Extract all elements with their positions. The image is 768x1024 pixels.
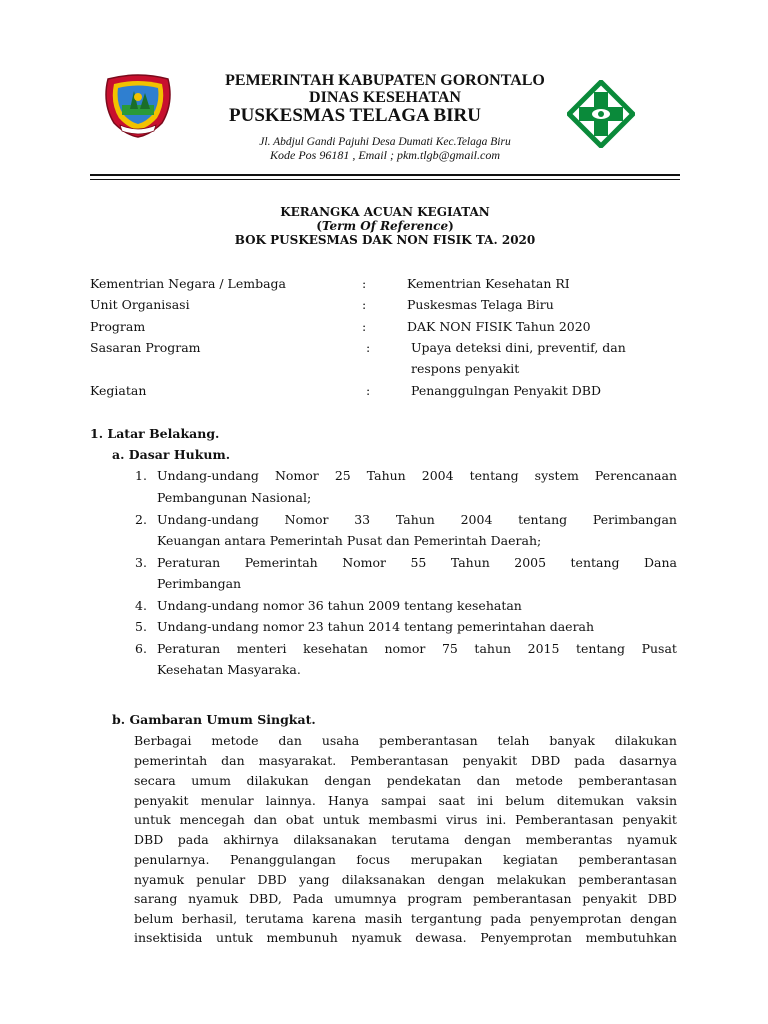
list-item: Undang-undang Nomor 33 Tahun 2004 tentang Perimbangan [157, 512, 677, 527]
paragraph-line: untuk mencegah dan obat untuk membasmi virus ini. Pemberantasan penyakit [134, 812, 677, 827]
paragraph-line: insektisida untuk membunuh nyamuk dewasa. Penyemprotan membutuhkan [134, 930, 677, 945]
letterhead-puskesmas: PUSKESMAS TELAGA BIRU [229, 105, 481, 126]
list-item-continued: Keuangan antara Pemerintah Pusat dan Pemerintah Daerah; [157, 533, 542, 548]
list-item: Peraturan Pemerintah Nomor 55 Tahun 2005 tentang Dana [157, 555, 677, 570]
letterhead-address: Jl. Abdjul Gandi Pajuhi Desa Dumati Kec.Telaga Biru [259, 136, 511, 148]
list-number: 1. [135, 468, 147, 483]
paragraph-line: secara umum dilakukan dengan pendekatan dan metode pemberantasan [134, 773, 677, 788]
puskesmas-logo-icon [567, 80, 635, 148]
paragraph-line: nyamuk penular DBD yang dilaksanakan dengan melakukan pemberantasan [134, 872, 677, 887]
info-value: Puskesmas Telaga Biru [407, 297, 554, 312]
list-number: 6. [135, 641, 147, 656]
letterhead-department: DINAS KESEHATAN [309, 89, 461, 106]
info-value: Kementrian Kesehatan RI [407, 276, 570, 291]
info-colon: : [362, 297, 367, 312]
letterhead-rule-thick [90, 174, 680, 176]
list-item: Peraturan menteri kesehatan nomor 75 tahun 2015 tentang Pusat [157, 641, 677, 656]
list-item: Undang-undang nomor 36 tahun 2009 tentang kesehatan [157, 598, 522, 613]
letterhead-government: PEMERINTAH KABUPATEN GORONTALO [225, 72, 545, 89]
list-number: 2. [135, 512, 147, 527]
info-value-continued: respons penyakit [411, 361, 520, 376]
info-label: Program [90, 319, 146, 334]
list-number: 3. [135, 555, 147, 570]
letterhead-rule-thin [90, 179, 680, 180]
info-value: Penanggulngan Penyakit DBD [411, 383, 601, 398]
list-item-continued: Kesehatan Masyaraka. [157, 662, 301, 677]
kabupaten-emblem-icon [100, 73, 176, 139]
subsection-heading: b. Gambaran Umum Singkat. [112, 712, 316, 727]
paragraph-line: DBD pada akhirnya dilaksanakan terutama dengan memberantas nyamuk [134, 832, 677, 847]
info-colon: : [366, 340, 371, 355]
info-colon: : [362, 276, 367, 291]
paragraph-line: penyakit menular lainnya. Hanya sampai saat ini belum ditemukan vaksin [134, 793, 677, 808]
letterhead-contact: Kode Pos 96181 , Email ; pkm.tlgb@gmail.com [269, 148, 500, 162]
list-item-continued: Pembangunan Nasional; [157, 490, 312, 505]
info-label: Kementrian Negara / Lembaga [90, 276, 287, 291]
paragraph-line: penularnya. Penanggulangan focus merupakan kegiatan pemberantasan [134, 852, 677, 867]
paragraph-line: pemerintah dan masyarakat. Pemberantasan penyakit DBD pada dasarnya [134, 753, 677, 768]
paragraph-line: sarang nyamuk DBD, Pada umumnya program pemberantasan penyakit DBD [134, 891, 677, 906]
list-item: Undang-undang Nomor 25 Tahun 2004 tentang system Perencanaan [157, 468, 677, 483]
paragraph-line: belum berhasil, terutama karena masih tergantung pada penyemprotan dengan [134, 911, 677, 926]
list-number: 4. [135, 598, 147, 613]
info-value: Upaya deteksi dini, preventif, dan [411, 340, 626, 355]
info-colon: : [366, 383, 371, 398]
paragraph-line: Berbagai metode dan usaha pemberantasan telah banyak dilakukan [134, 733, 677, 748]
info-label: Kegiatan [90, 383, 147, 398]
section-heading: 1. Latar Belakang. [90, 426, 220, 441]
doc-program-title: BOK PUSKESMAS DAK NON FISIK TA. 2020 [234, 233, 536, 247]
list-item: Undang-undang nomor 23 tahun 2014 tentang pemerintahan daerah [157, 619, 595, 634]
list-number: 5. [135, 619, 147, 634]
info-value: DAK NON FISIK Tahun 2020 [407, 319, 591, 334]
doc-title: KERANGKA ACUAN KEGIATAN [280, 205, 490, 219]
info-colon: : [362, 319, 367, 334]
doc-subtitle: (Term Of Reference) [316, 219, 454, 233]
info-label: Sasaran Program [90, 340, 201, 355]
list-item-continued: Perimbangan [157, 576, 242, 591]
info-label: Unit Organisasi [90, 297, 190, 312]
subsection-heading: a. Dasar Hukum. [112, 447, 231, 462]
